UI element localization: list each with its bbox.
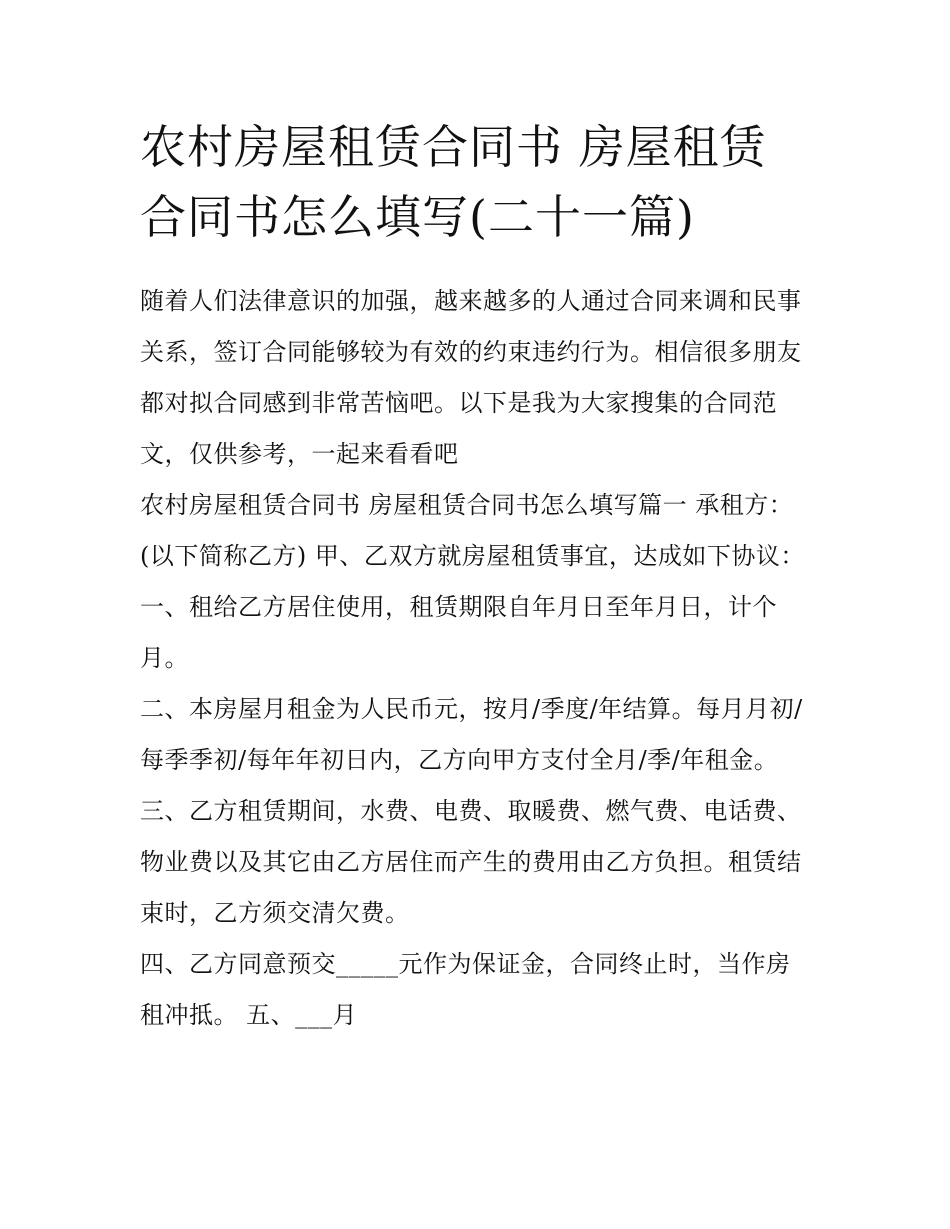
document-page — [140, 112, 812, 1041]
document-title: 农村房屋租赁合同书 房屋租赁合同书怎么填写(二十一篇) — [140, 120, 767, 244]
paragraph-part-one-header: 农村房屋租赁合同书 房屋租赁合同书怎么填写篇一 承租方：(以下简称乙方) 甲、乙双方就房屋租赁事宜，达成如下协议： — [140, 491, 805, 570]
paragraph-clause-4: 四、乙方同意预交_____元作为保证金，合同终止时，当作房租冲抵。 五、___月 — [140, 950, 791, 1029]
paragraph-clause-3: 三、乙方租赁期间，水费、电费、取暖费、燃气费、电话费、物业费以及其它由乙方居住而产生的费用由乙方负担。租赁结束时，乙方须交清欠费。 — [140, 797, 802, 927]
paragraph-intro: 随着人们法律意识的加强，越来越多的人通过合同来调和民事关系，签订合同能够较为有效的约束违约行为。相信很多朋友都对拟合同感到非常苦恼吧。以下是我为大家搜集的合同范文，仅供参考，一起来看看吧 — [140, 287, 802, 468]
paragraph-clause-2: 二、本房屋月租金为人民币元，按月/季度/年结算。每月月初/每季季初/每年年初日内，乙方向甲方支付全月/季/年租金。 — [140, 695, 803, 774]
paragraph-clause-1: 一、租给乙方居住使用，租赁期限自年月日至年月日，计个月。 — [140, 593, 777, 672]
document-body — [140, 276, 812, 1041]
